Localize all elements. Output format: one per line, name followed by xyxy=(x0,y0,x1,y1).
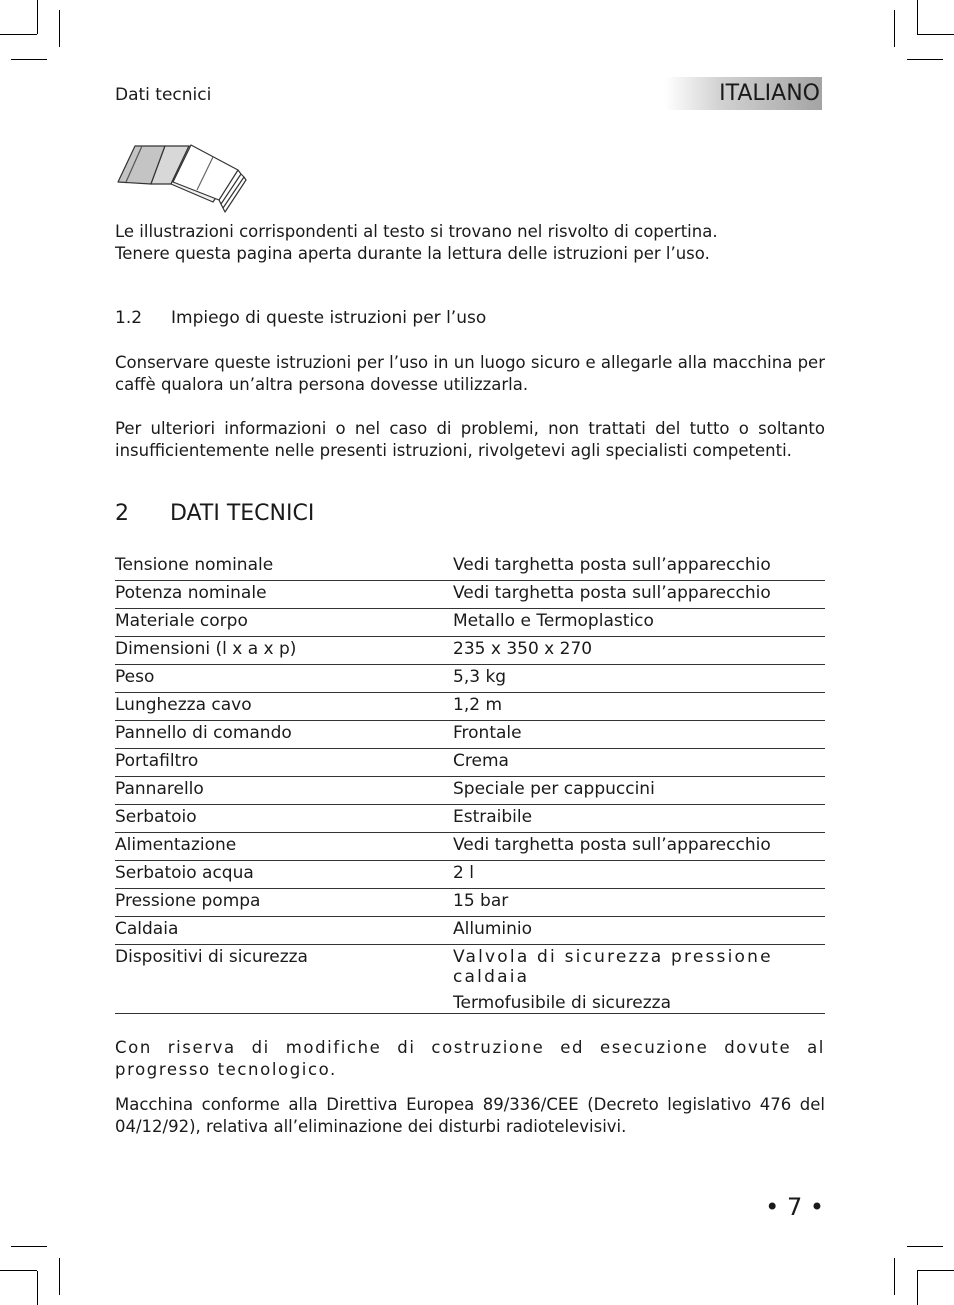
table-row xyxy=(115,665,825,693)
spec-value: Frontale xyxy=(453,721,825,749)
subsection-title: Impiego di queste istruzioni per l’uso xyxy=(171,308,487,328)
specs-table xyxy=(115,553,825,1014)
table-row xyxy=(115,553,825,581)
spec-label: Serbatoio acqua xyxy=(115,861,453,889)
spec-label: Materiale corpo xyxy=(115,609,453,637)
language-badge: ITALIANO xyxy=(665,77,822,110)
spec-value: 5,3 kg xyxy=(453,665,825,693)
spec-label: Serbatoio xyxy=(115,805,453,833)
spec-label: Portafiltro xyxy=(115,749,453,777)
table-row xyxy=(115,581,825,609)
table-row xyxy=(115,721,825,749)
table-row xyxy=(115,889,825,917)
table-row xyxy=(115,805,825,833)
subsection-heading xyxy=(115,308,486,328)
note-directive: Macchina conforme alla Direttiva Europea 89/336/CEE (Decreto legislativo 476 del 04/12/92), relativa all’eliminazione dei disturbi radiotelevisivi. xyxy=(115,1095,825,1136)
spec-value: 15 bar xyxy=(453,889,825,917)
table-row xyxy=(115,609,825,637)
spec-value-line-2: Termofusibile di sicurezza xyxy=(453,993,672,1013)
spec-value: Vedi targhetta posta sull’apparecchio xyxy=(453,553,825,581)
section-heading xyxy=(115,501,314,526)
spec-label: Tensione nominale xyxy=(115,553,453,581)
subsection-number: 1.2 xyxy=(115,308,143,328)
subsection-paragraph-2: Per ulteriori informazioni o nel caso di problemi, non trattati del tutto o soltanto insufficientemente nelle presenti istruzioni, rivolgetevi agli specialisti competenti. xyxy=(115,419,825,460)
spec-value: Crema xyxy=(453,749,825,777)
spec-value: Speciale per cappuccini xyxy=(453,777,825,805)
spec-value: Vedi targhetta posta sull’apparecchio xyxy=(453,581,825,609)
spec-label: Pannello di comando xyxy=(115,721,453,749)
section-header: Dati tecnici xyxy=(115,85,212,105)
table-row xyxy=(115,637,825,665)
table-row xyxy=(115,749,825,777)
spec-label: Potenza nominale xyxy=(115,581,453,609)
subsection-paragraph-1: Conservare queste istruzioni per l’uso in un luogo sicuro e allegarle alla macchina per caffè qualora un’altra persona dovesse utilizzarla. xyxy=(115,353,825,394)
spec-label: Peso xyxy=(115,665,453,693)
table-row xyxy=(115,777,825,805)
table-row xyxy=(115,917,825,945)
spec-value xyxy=(453,945,825,1014)
spec-label: Pannarello xyxy=(115,777,453,805)
section-number: 2 xyxy=(115,501,129,526)
table-row xyxy=(115,693,825,721)
folded-manual-icon xyxy=(115,140,247,216)
section-title: DATI TECNICI xyxy=(170,501,315,526)
table-row xyxy=(115,833,825,861)
spec-value: 235 x 350 x 270 xyxy=(453,637,825,665)
intro-line-1: Le illustrazioni corrispondenti al testo si trovano nel risvolto di copertina. xyxy=(115,222,718,241)
spec-value-line-1: Valvola di sicurezza pressione caldaia xyxy=(453,947,773,987)
spec-value: 1,2 m xyxy=(453,693,825,721)
spec-label: Caldaia xyxy=(115,917,453,945)
intro-line-2: Tenere questa pagina aperta durante la lettura delle istruzioni per l’uso. xyxy=(115,244,710,263)
spec-label: Dimensioni (l x a x p) xyxy=(115,637,453,665)
page-number: • 7 • xyxy=(765,1193,824,1221)
spec-label: Dispositivi di sicurezza xyxy=(115,945,453,1014)
spec-label: Alimentazione xyxy=(115,833,453,861)
table-row xyxy=(115,861,825,889)
spec-value: Vedi targhetta posta sull’apparecchio xyxy=(453,833,825,861)
intro-text xyxy=(115,221,825,265)
table-row xyxy=(115,945,825,1014)
spec-value: Estraibile xyxy=(453,805,825,833)
spec-value: Alluminio xyxy=(453,917,825,945)
spec-label: Pressione pompa xyxy=(115,889,453,917)
spec-value: 2 l xyxy=(453,861,825,889)
note-modifications: Con riserva di modifiche di costruzione ed esecuzione dovute al progresso tecnologico. xyxy=(115,1038,825,1079)
spec-label: Lunghezza cavo xyxy=(115,693,453,721)
spec-value: Metallo e Termoplastico xyxy=(453,609,825,637)
